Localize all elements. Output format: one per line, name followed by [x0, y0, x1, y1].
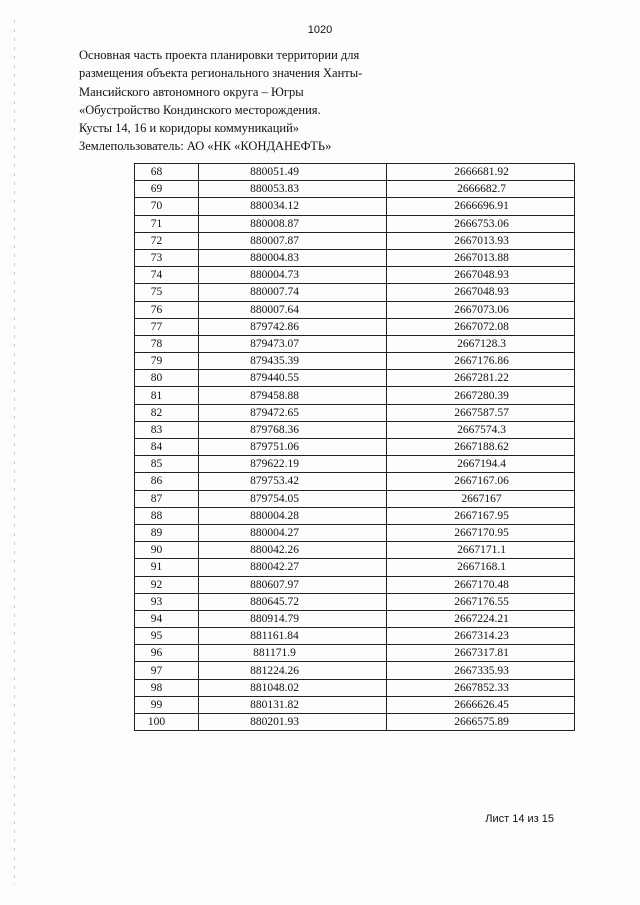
point-number-cell: 69 — [135, 181, 199, 198]
coordinates-table-body — [135, 164, 575, 731]
y-coordinate-cell: 2666696.91 — [387, 198, 575, 215]
x-coordinate-cell: 880004.27 — [199, 524, 387, 541]
land-user-line: Землепользователь: АО «НК «КОНДАНЕФТЬ» — [79, 139, 332, 154]
x-coordinate-cell: 879472.65 — [199, 404, 387, 421]
header-line: Мансийского автономного округа – Югры — [79, 84, 304, 99]
y-coordinate-cell: 2667176.55 — [387, 593, 575, 610]
x-coordinate-cell: 880042.26 — [199, 542, 387, 559]
x-coordinate-cell: 881171.9 — [199, 645, 387, 662]
point-number-cell: 90 — [135, 542, 199, 559]
point-number-cell: 100 — [135, 714, 199, 731]
y-coordinate-cell: 2667171.1 — [387, 542, 575, 559]
point-number-cell: 75 — [135, 284, 199, 301]
table-row — [135, 439, 575, 456]
y-coordinate-cell: 2667194.4 — [387, 456, 575, 473]
header-line: Основная часть проекта планировки территории для — [79, 48, 360, 62]
y-coordinate-cell: 2667574.3 — [387, 421, 575, 438]
point-number-cell: 95 — [135, 628, 199, 645]
document-header — [79, 46, 379, 156]
header-line: «Обустройство Кондинского месторождения. — [79, 102, 321, 117]
x-coordinate-cell: 880053.83 — [199, 181, 387, 198]
y-coordinate-cell: 2667167 — [387, 490, 575, 507]
x-coordinate-cell: 880201.93 — [199, 714, 387, 731]
point-number-cell: 96 — [135, 645, 199, 662]
x-coordinate-cell: 880645.72 — [199, 593, 387, 610]
y-coordinate-cell: 2667176.86 — [387, 353, 575, 370]
table-row — [135, 387, 575, 404]
point-number-cell: 73 — [135, 249, 199, 266]
x-coordinate-cell: 879458.88 — [199, 387, 387, 404]
x-coordinate-cell: 880004.83 — [199, 249, 387, 266]
point-number-cell: 79 — [135, 353, 199, 370]
sheet-label: Лист 14 из 15 — [485, 813, 554, 825]
y-coordinate-cell: 2667013.88 — [387, 249, 575, 266]
scan-edge-line — [14, 20, 15, 885]
table-row — [135, 610, 575, 627]
y-coordinate-cell: 2666575.89 — [387, 714, 575, 731]
point-number-cell: 70 — [135, 198, 199, 215]
table-row — [135, 456, 575, 473]
x-coordinate-cell: 880004.73 — [199, 267, 387, 284]
point-number-cell: 92 — [135, 576, 199, 593]
table-row — [135, 593, 575, 610]
point-number-cell: 83 — [135, 421, 199, 438]
point-number-cell: 84 — [135, 439, 199, 456]
y-coordinate-cell: 2667013.93 — [387, 232, 575, 249]
header-line: размещения объекта регионального значения Ханты- — [79, 66, 363, 81]
table-row — [135, 576, 575, 593]
x-coordinate-cell: 881048.02 — [199, 679, 387, 696]
table-row — [135, 215, 575, 232]
point-number-cell: 87 — [135, 490, 199, 507]
y-coordinate-cell: 2666682.7 — [387, 181, 575, 198]
x-coordinate-cell: 879768.36 — [199, 421, 387, 438]
table-row — [135, 335, 575, 352]
table-row — [135, 164, 575, 181]
point-number-cell: 68 — [135, 164, 199, 181]
y-coordinate-cell: 2667170.48 — [387, 576, 575, 593]
y-coordinate-cell: 2667280.39 — [387, 387, 575, 404]
table-row — [135, 181, 575, 198]
y-coordinate-cell: 2667167.95 — [387, 507, 575, 524]
point-number-cell: 86 — [135, 473, 199, 490]
point-number-cell: 80 — [135, 370, 199, 387]
table-row — [135, 249, 575, 266]
point-number-cell: 99 — [135, 696, 199, 713]
y-coordinate-cell: 2667072.08 — [387, 318, 575, 335]
x-coordinate-cell: 880051.49 — [199, 164, 387, 181]
x-coordinate-cell: 879754.05 — [199, 490, 387, 507]
x-coordinate-cell: 880007.74 — [199, 284, 387, 301]
y-coordinate-cell: 2666753.06 — [387, 215, 575, 232]
y-coordinate-cell: 2667128.3 — [387, 335, 575, 352]
point-number-cell: 89 — [135, 524, 199, 541]
table-row — [135, 696, 575, 713]
table-row — [135, 301, 575, 318]
point-number-cell: 97 — [135, 662, 199, 679]
x-coordinate-cell: 881161.84 — [199, 628, 387, 645]
x-coordinate-cell: 879753.42 — [199, 473, 387, 490]
point-number-cell: 85 — [135, 456, 199, 473]
table-row — [135, 232, 575, 249]
table-row — [135, 628, 575, 645]
y-coordinate-cell: 2667224.21 — [387, 610, 575, 627]
y-coordinate-cell: 2667314.23 — [387, 628, 575, 645]
table-row — [135, 645, 575, 662]
x-coordinate-cell: 881224.26 — [199, 662, 387, 679]
y-coordinate-cell: 2667587.57 — [387, 404, 575, 421]
table-row — [135, 267, 575, 284]
table-row — [135, 490, 575, 507]
point-number-cell: 88 — [135, 507, 199, 524]
x-coordinate-cell: 880007.87 — [199, 232, 387, 249]
table-row — [135, 318, 575, 335]
table-row — [135, 679, 575, 696]
point-number-cell: 71 — [135, 215, 199, 232]
x-coordinate-cell: 879473.07 — [199, 335, 387, 352]
coordinates-table — [134, 163, 575, 731]
header-line: Кусты 14, 16 и коридоры коммуникаций» — [79, 121, 300, 136]
y-coordinate-cell: 2667188.62 — [387, 439, 575, 456]
x-coordinate-cell: 880131.82 — [199, 696, 387, 713]
y-coordinate-cell: 2667167.06 — [387, 473, 575, 490]
y-coordinate-cell: 2667281.22 — [387, 370, 575, 387]
table-row — [135, 524, 575, 541]
point-number-cell: 77 — [135, 318, 199, 335]
x-coordinate-cell: 880914.79 — [199, 610, 387, 627]
point-number-cell: 78 — [135, 335, 199, 352]
y-coordinate-cell: 2667073.06 — [387, 301, 575, 318]
point-number-cell: 82 — [135, 404, 199, 421]
y-coordinate-cell: 2667048.93 — [387, 284, 575, 301]
table-row — [135, 353, 575, 370]
table-row — [135, 404, 575, 421]
x-coordinate-cell: 879742.86 — [199, 318, 387, 335]
x-coordinate-cell: 880008.87 — [199, 215, 387, 232]
table-row — [135, 198, 575, 215]
y-coordinate-cell: 2667048.93 — [387, 267, 575, 284]
table-row — [135, 507, 575, 524]
x-coordinate-cell: 879440.55 — [199, 370, 387, 387]
x-coordinate-cell: 879751.06 — [199, 439, 387, 456]
point-number-cell: 74 — [135, 267, 199, 284]
table-row — [135, 284, 575, 301]
x-coordinate-cell: 880042.27 — [199, 559, 387, 576]
y-coordinate-cell: 2667317.81 — [387, 645, 575, 662]
point-number-cell: 81 — [135, 387, 199, 404]
x-coordinate-cell: 880004.28 — [199, 507, 387, 524]
point-number-cell: 98 — [135, 679, 199, 696]
table-row — [135, 473, 575, 490]
table-row — [135, 542, 575, 559]
y-coordinate-cell: 2667170.95 — [387, 524, 575, 541]
y-coordinate-cell: 2667168.1 — [387, 559, 575, 576]
x-coordinate-cell: 879435.39 — [199, 353, 387, 370]
y-coordinate-cell: 2667335.93 — [387, 662, 575, 679]
table-row — [135, 559, 575, 576]
point-number-cell: 76 — [135, 301, 199, 318]
page-number: 1020 — [307, 24, 333, 36]
x-coordinate-cell: 880034.12 — [199, 198, 387, 215]
y-coordinate-cell: 2667852.33 — [387, 679, 575, 696]
y-coordinate-cell: 2666626.45 — [387, 696, 575, 713]
x-coordinate-cell: 879622.19 — [199, 456, 387, 473]
y-coordinate-cell: 2666681.92 — [387, 164, 575, 181]
x-coordinate-cell: 880007.64 — [199, 301, 387, 318]
point-number-cell: 72 — [135, 232, 199, 249]
table-row — [135, 662, 575, 679]
table-row — [135, 370, 575, 387]
table-row — [135, 421, 575, 438]
point-number-cell: 91 — [135, 559, 199, 576]
point-number-cell: 93 — [135, 593, 199, 610]
point-number-cell: 94 — [135, 610, 199, 627]
x-coordinate-cell: 880607.97 — [199, 576, 387, 593]
table-row — [135, 714, 575, 731]
